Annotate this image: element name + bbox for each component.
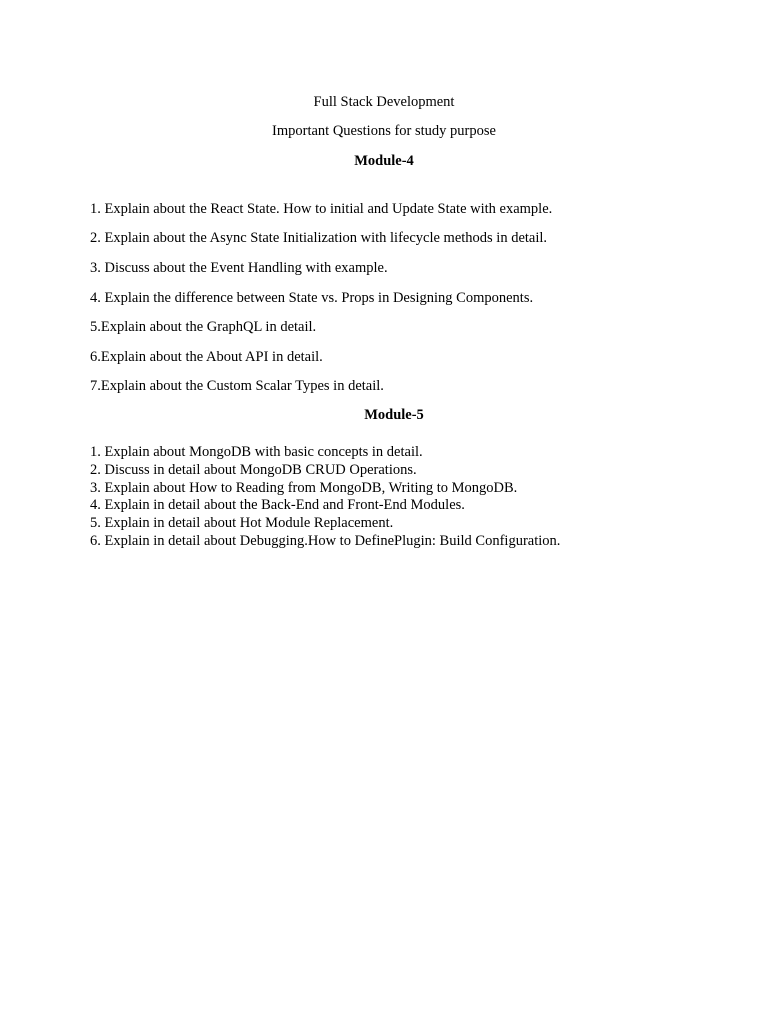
document-subtitle: Important Questions for study purpose (272, 123, 496, 139)
module-4-question: 1. Explain about the React State. How to initial and Update State with example. (90, 201, 553, 217)
module-4-question: 7.Explain about the Custom Scalar Types in detail. (90, 378, 384, 394)
module-5-question: 3. Explain about How to Reading from MongoDB, Writing to MongoDB. (90, 479, 518, 496)
module-5-question: 6. Explain in detail about Debugging.How to DefinePlugin: Build Configuration. (90, 532, 561, 549)
module-5-question: 5. Explain in detail about Hot Module Replacement. (90, 515, 394, 532)
module-4-question: 6.Explain about the About API in detail. (90, 349, 323, 365)
module-4-question: 2. Explain about the Async State Initialization with lifecycle methods in detail. (90, 230, 548, 246)
module-5-question-list (90, 444, 560, 551)
module-4-question: 3. Discuss about the Event Handling with example. (90, 260, 388, 276)
module-5-heading: Module-5 (364, 407, 424, 423)
module-4-question: 4. Explain the difference between State vs. Props in Designing Components. (90, 290, 534, 306)
module-5-question: 1. Explain about MongoDB with basic concepts in detail. (90, 444, 423, 460)
module-5-question: 2. Discuss in detail about MongoDB CRUD Operations. (90, 461, 417, 478)
module-4-question: 5.Explain about the GraphQL in detail. (90, 319, 317, 335)
module-4-heading: Module-4 (354, 153, 414, 169)
document-title: Full Stack Development (313, 94, 455, 110)
module-5-question: 4. Explain in detail about the Back-End and Front-End Modules. (90, 497, 465, 514)
